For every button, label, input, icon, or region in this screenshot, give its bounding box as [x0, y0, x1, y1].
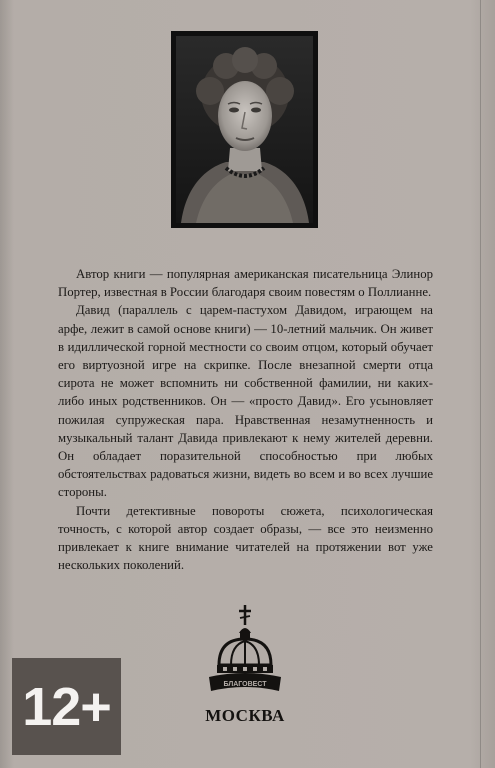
church-dome-logo-icon: [205, 603, 285, 703]
publisher-city: МОСКВА: [205, 706, 285, 725]
spine-edge: [480, 0, 481, 768]
paragraph-plot: Давид (параллель с царем-пастухом Давидом, играющем на арфе, лежит в самой основе книги) — 10-летний мальчик. Он живет в идиллической горной местности со своим отцом, который обучает его виртуозной игре на скрипке. После внезапной смерти отца сирота не может вспомнить ни собственной фамилии, ни каких-либо иных родственников. Он — «просто Давид». Его усыновляет пожилая супружеская пара. Нравственная незамутненность и музыкальный талант Давида привлекают к нему жителей деревни. Он обладает поразительной способностью при любых обстоятельствах радоваться жизни, видеть во всем и во всех лучшие стороны.: [58, 303, 433, 500]
author-portrait-frame: [171, 31, 318, 228]
age-rating-badge: 12+: [12, 658, 121, 755]
logo-text: БЛАГОВЕСТ: [223, 681, 267, 688]
author-portrait-photo: [176, 36, 313, 223]
description-text: [58, 265, 433, 574]
paragraph-author: Автор книги — популярная американская писательница Элинор Портер, известная в России благодаря своим повестям о Поллианне.: [58, 267, 433, 300]
paragraph-appeal: Почти детективные повороты сюжета, психологическая точность, с которой автор создает образы, — все это неизменно привлекает к книге внимание читателей на протяжении вот уже нескольких поколений.: [58, 503, 433, 573]
